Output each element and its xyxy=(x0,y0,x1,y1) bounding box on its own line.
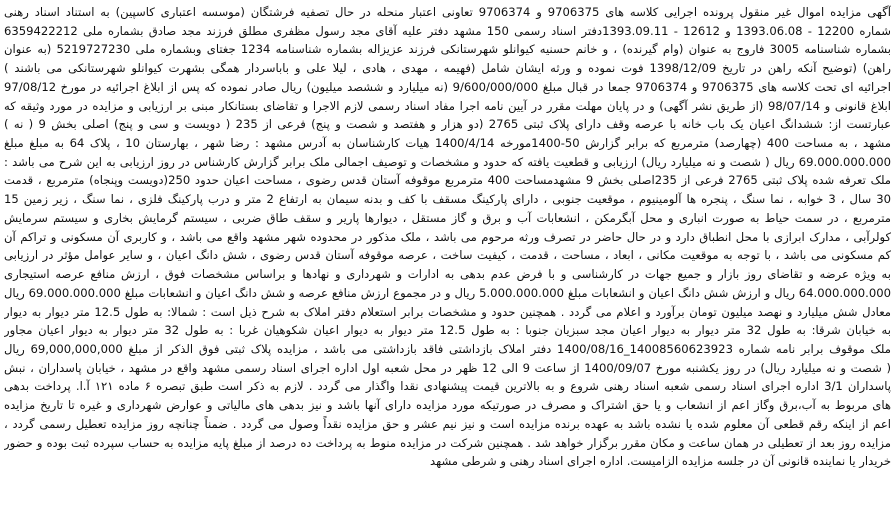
notice-line: کم مسکونی می باشد ، با توجه به موقعیت مکانی ، ابعاد ، مساحت ، قدمت ، کیفیت ساخت ، عرصه موقوفه آستان قدس رضوی ، شش دانگ اعیان ، و سایر عوامل مؤثر در ارزیابی xyxy=(4,248,891,263)
notice-line: معادل شش میلیارد و نهصد میلیون تومان برآورد و اعلام می گردد . همچنین حدود و مشخصات برابر استعلام دفتر املاک به شرح ذیل است : شمالا: به طول 12.5 متر دیوار به دیوار xyxy=(4,304,891,319)
notice-line: پاسداران 3/1 اداره اجرای اسناد رسمی شعبه اسناد رهنی شروع و به بالاترین قیمت پیشنهادی نقدا واگذار می گردد . لازم به ذکر است طبق تبصره ۶ ماده ۱۲۱ آ.ا. پرداخت بدهی xyxy=(4,379,891,394)
notice-line: اعم از اینکه رقم قطعی آن معلوم شده یا نشده باشد به عهده برنده مزایده است و نیز نیم عشر و حق مزایده نقداً وصول می گردد . ضمناً چنانچه روز مزایده تعطیل رسمی گردد ، xyxy=(4,416,891,431)
auction-notice xyxy=(4,3,891,508)
notice-line: 69.000.000.000 ریال ( شصت و نه میلیارد ریال) ارزیابی و قطعیت یافته که حدود و مشخصات و توصیف اجمالی ملک برابر گزارش کارشناس در روز ارزیابی به این شرح می باشد : xyxy=(4,154,891,169)
notice-line: آگهی مزایده اموال غیر منقول پرونده اجرایی کلاسه های 9706375 و 9706374 تعاونی اعتبار منحله در حال تصفیه فرشتگان (موسسه اعتباری کاسپین) به استناد اسناد رهنی xyxy=(4,5,891,19)
notice-line: کولرآبی ، مدارک ابرازی با محل انطباق دارد و در حال حاضر در تصرف ورثه مرحوم می باشد ، ملک مذکور در محدوده شهر مشهد واقع می باشد ، و کاربری آن مسکونی و تراکم آن xyxy=(4,229,891,244)
notice-line: اجرائیه ای تحت کلاسه های 9706375 و 9706374 جمعا در قبال مبلغ 9/600/000/000 (نه میلیارد و ششصد میلیون) ریال صادر نموده که پس از ابلاغ اجرائیه در مورخ 97/08/12 xyxy=(4,79,891,94)
notice-line: بشماره شناسنامه 3005 فاروج به عنوان (وام گیرنده) ، و خانم حسنیه کیوانلو شهرستانکی فرزند عزیزاله بشماره شناسنامه 1234 جغتای وبشماره ملی 5219727230 (به عنوان xyxy=(4,42,891,57)
notice-line: به خیابان شرقا: به طول 32 متر دیوار به دیوار اعیان مجد سبزیان جنوبا : به طول 12.5 متر دیوار به دیوار اعیان شکوهیان غربا : به طول 32 متر دیوار به دیوار اعیان مجاور xyxy=(4,323,891,338)
notice-line: ملک موقوف برابر نامه شماره 14008560623923_1400/08/16 دفتر املاک بازداشتی فاقد بازداشتی می باشد ، مزایده پلاک ثبتی فوق الذکر از مبلغ 69,000,000,000 ریال xyxy=(4,341,891,356)
notice-line: خریدار یا نماینده قانونی آن در جلسه مزایده الزامیست. اداره اجرای اسناد رهنی و شرطی مشهد xyxy=(430,454,891,469)
notice-line: مزایده روز بعد از تعطیلی در همان ساعت و مکان مقرر برگزار خواهد شد . همچنین شرکت در مزایده منوط به پرداخت ده درصد از مبلغ پایه مزایده به حساب سپرده ثبت بوده و حضور xyxy=(4,435,891,450)
notice-line: راهن) (توضیح آنکه راهن در تاریخ 1398/12/09 فوت نموده و ورثه ایشان شامل (فهیمه ، مهدی ، هادی ، لیلا علی و باباسردار همگی بشهرت کیوانلو شهرستانکی می باشند ) xyxy=(4,61,891,76)
notice-line: 30 سال ، 3 خوابه ، نما سنگ ، پنجره ها آلومینیوم ، موقعیت جنوبی ، دارای پارکینگ مسقف با کف و بدنه سیمان به ارتفاع 2 متر و درب پارکینگ فلزی ، نما سنگ ، زیر زمین 15 xyxy=(4,192,891,207)
notice-line: ابلاغ قانونی و 98/07/14 (از طریق نشر آگهی) و در پایان مهلت مقرر در آیین نامه اجرا مفاد اسناد رسمی لازم الاجرا و تقاضای بستانکار مبنی بر ارزیابی و مزایده در مورد وثیقه که xyxy=(4,98,891,113)
notice-line: ( شصت و نه میلیارد ریال) در روز یکشنبه مورخ 1400/09/07 از ساعت 9 الی 12 ظهر در محل شعبه اول اداره اجرای اسناد رسمی مشهد واقع در مشهد ، خیابان پاسداران ، نبش xyxy=(4,360,891,375)
notice-line: های مربوط به آب،برق وگاز اعم از انشعاب و یا حق اشتراک و مصرف در صورتیکه مورد مزایده دارای آنها باشد و نیز بدهی های مالیاتی و عوارض شهرداری و غیره تا تاریخ مزایده xyxy=(4,398,891,413)
notice-line: مترمربع ، در سمت حیاط به صورت انباری و محل آبگرمکن ، انشعابات آب و برق و گاز مستقل ، دیوارها پاریر و سقف طاق ضربی ، سیستم گرمایش بخاری و سیستم سرمایش xyxy=(4,210,891,225)
notice-line: شماره 12200 - 1393.06.08 و 12612 - 1393.09.11دفتر اسناد رسمی 150 مشهد دفتر علیه آقای مجد رسول مظفری مطلق فرزند مجد صادق بشماره ملی 6359422212 xyxy=(4,23,891,38)
notice-line: ملک تعرفه شده پلاک ثبتی 2765 فرعی از 235اصلی بخش 9 مشهدمساحت 400 مترمربع موقوفه آستان قدس رضوی ، مساحت اعیان حدود 250(دویست وپنجاه) مترمربع ، قدمت xyxy=(4,173,891,188)
notice-line: عبارتست از: ششدانگ اعیان یک باب خانه با عرصه وقف دارای پلاک ثبتی 2765 (دو هزار و هفتصد و شصت و پنج) فرعی از 235 ( دویست و سی و پنج) اصلی بخش 9 ( نه ) xyxy=(4,117,891,132)
notice-line: مشهد ، به مساحت 400 (چهارصد) مترمربع که برابر گزارش 50-1400مورخه 1400/4/14 هیات کارشناسان به آدرس مشهد : رضا شهر ، بهارستان 10 ، پلاک 64 به مبلغ مبلغ xyxy=(4,136,891,151)
notice-line: به ویژه عرضه و تقاضای روز بازار و جمیع جهات در کارشناسی و با فرض عدم بدهی به ادارات و شهرداری و نهادها و براساس مشخصات فوق ، ارزش منافع عرصه استیجاری xyxy=(4,267,891,282)
notice-line: 64.000.000.000 ریال و ارزش شش دانگ اعیان و انشعابات مبلغ 5.000.000.000 ریال و در مجموع ارزش منافع عرصه و شش دانگ اعیان و انشعابات مبلغ 69.000.000.000 ریال xyxy=(4,285,891,300)
